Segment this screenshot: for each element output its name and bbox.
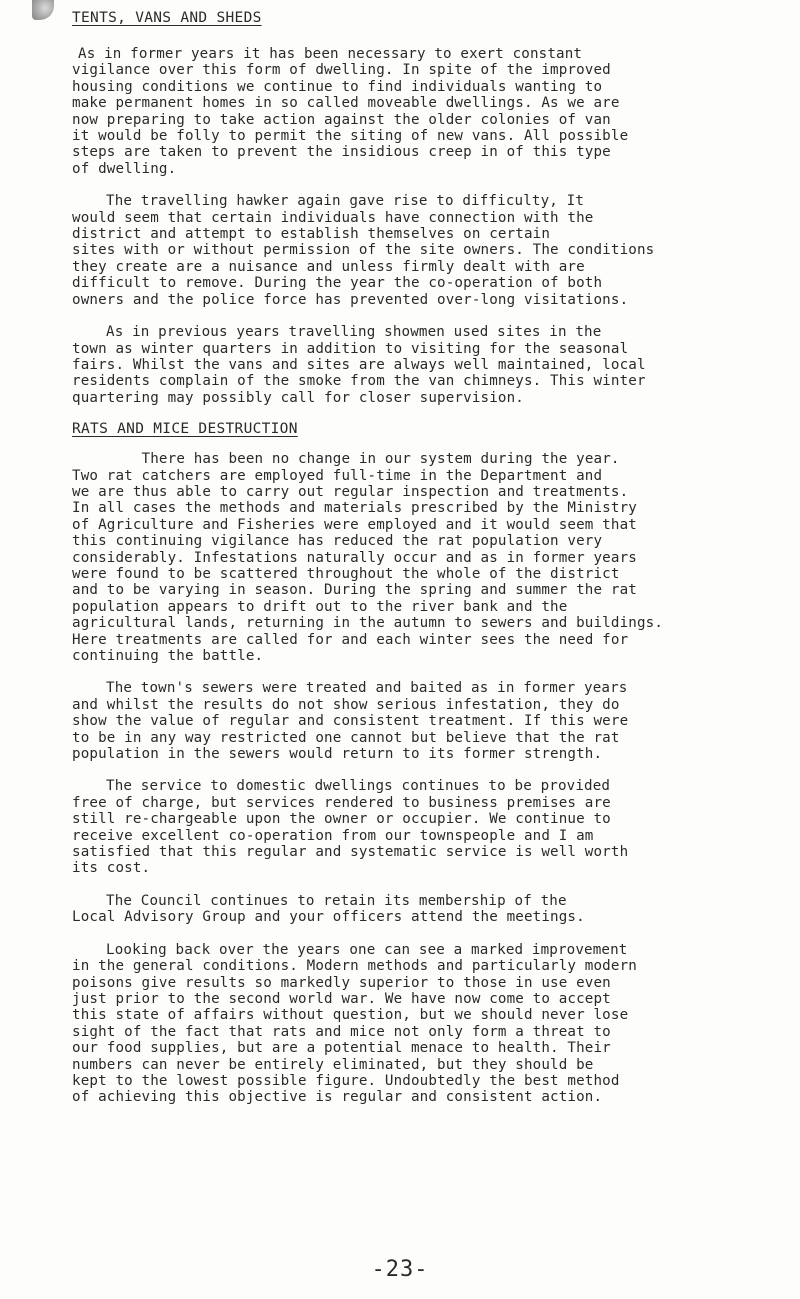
page-corner-mark <box>32 0 54 20</box>
page-number: -23- <box>371 1257 429 1282</box>
paragraph-rats-4: The Council continues to retain its membership of the Local Advisory Group and your officers attend the meetings. <box>72 892 585 926</box>
section-heading-tents: TENTS, VANS AND SHEDS <box>72 10 262 26</box>
paragraph-rats-1: There has been no change in our system during the year. Two rat catchers are employed full-time in the Department and we are thus able to carry out regular inspection and treatments. In all cases the methods and materials prescribed by the Ministry of Agriculture and Fisheries were employed and it would seem that this continuing vigilance has reduced the rat population very considerably. Infestations naturally occur and as in former years were found to be scattered throughout the whole of the district and to be varying in season. During the spring and summer the rat population appears to drift out to the river bank and the agricultural lands, returning in the autumn to sewers and buildings. Here treatments are called for and each winter sees the need for continuing the battle. <box>72 451 664 664</box>
paragraph-rats-3: The service to domestic dwellings continues to be provided free of charge, but services rendered to business premises are still re-chargeable upon the owner or occupier. We continue to receive excellent co-operation from our townspeople and I am satisfied that this regular and systematic service is well worth its cost. <box>72 778 629 877</box>
document-page <box>72 10 792 1106</box>
paragraph-rats-5: Looking back over the years one can see a marked improvement in the general conditions. Modern methods and particularly modern poisons give results so markedly superior to those in use even just prior to the second world war. We have now come to accept this state of affairs without question, but we should never lose sight of the fact that rats and mice not only form a threat to our food supplies, but are a potential menace to health. Their numbers can never be entirely eliminated, but they should be kept to the lowest possible figure. Undoubtedly the best method of achieving this objective is regular and consistent action. <box>72 941 637 1106</box>
section-heading-rats: RATS AND MICE DESTRUCTION <box>72 421 298 438</box>
paragraph-tents-2: The travelling hawker again gave rise to difficulty, It would seem that certain individuals have connection with the district and attempt to establish themselves on certain sites with or without permission of the site owners. The conditions they create are a nuisance and unless firmly dealt with are difficult to remove. During the year the co-operation of both owners and the police force has prevented over-long visitations. <box>72 193 655 308</box>
paragraph-rats-2: The town's sewers were treated and baited as in former years and whilst the results do not show serious infestation, they do show the value of regular and consistent treatment. If this were to be in any way restricted one cannot but believe that the rat population in the sewers would return to its former strength. <box>72 680 629 763</box>
paragraph-tents-3: As in previous years travelling showmen used sites in the town as winter quarters in addition to visiting for the seasonal fairs. Whilst the vans and sites are always well maintained, local residents complain of the smoke from the van chimneys. This winter quartering may possibly call for closer supervision. <box>72 324 646 406</box>
paragraph-tents-1: As in former years it has been necessary to exert constant vigilance over this form of dwelling. In spite of the improved housing conditions we continue to find individuals wanting to make permanent homes in so called moveable dwellings. As we are now preparing to take action against the older colonies of van it would be folly to permit the siting of new vans. All possible steps are taken to prevent the insidious creep in of this type of dwelling. <box>72 46 629 177</box>
